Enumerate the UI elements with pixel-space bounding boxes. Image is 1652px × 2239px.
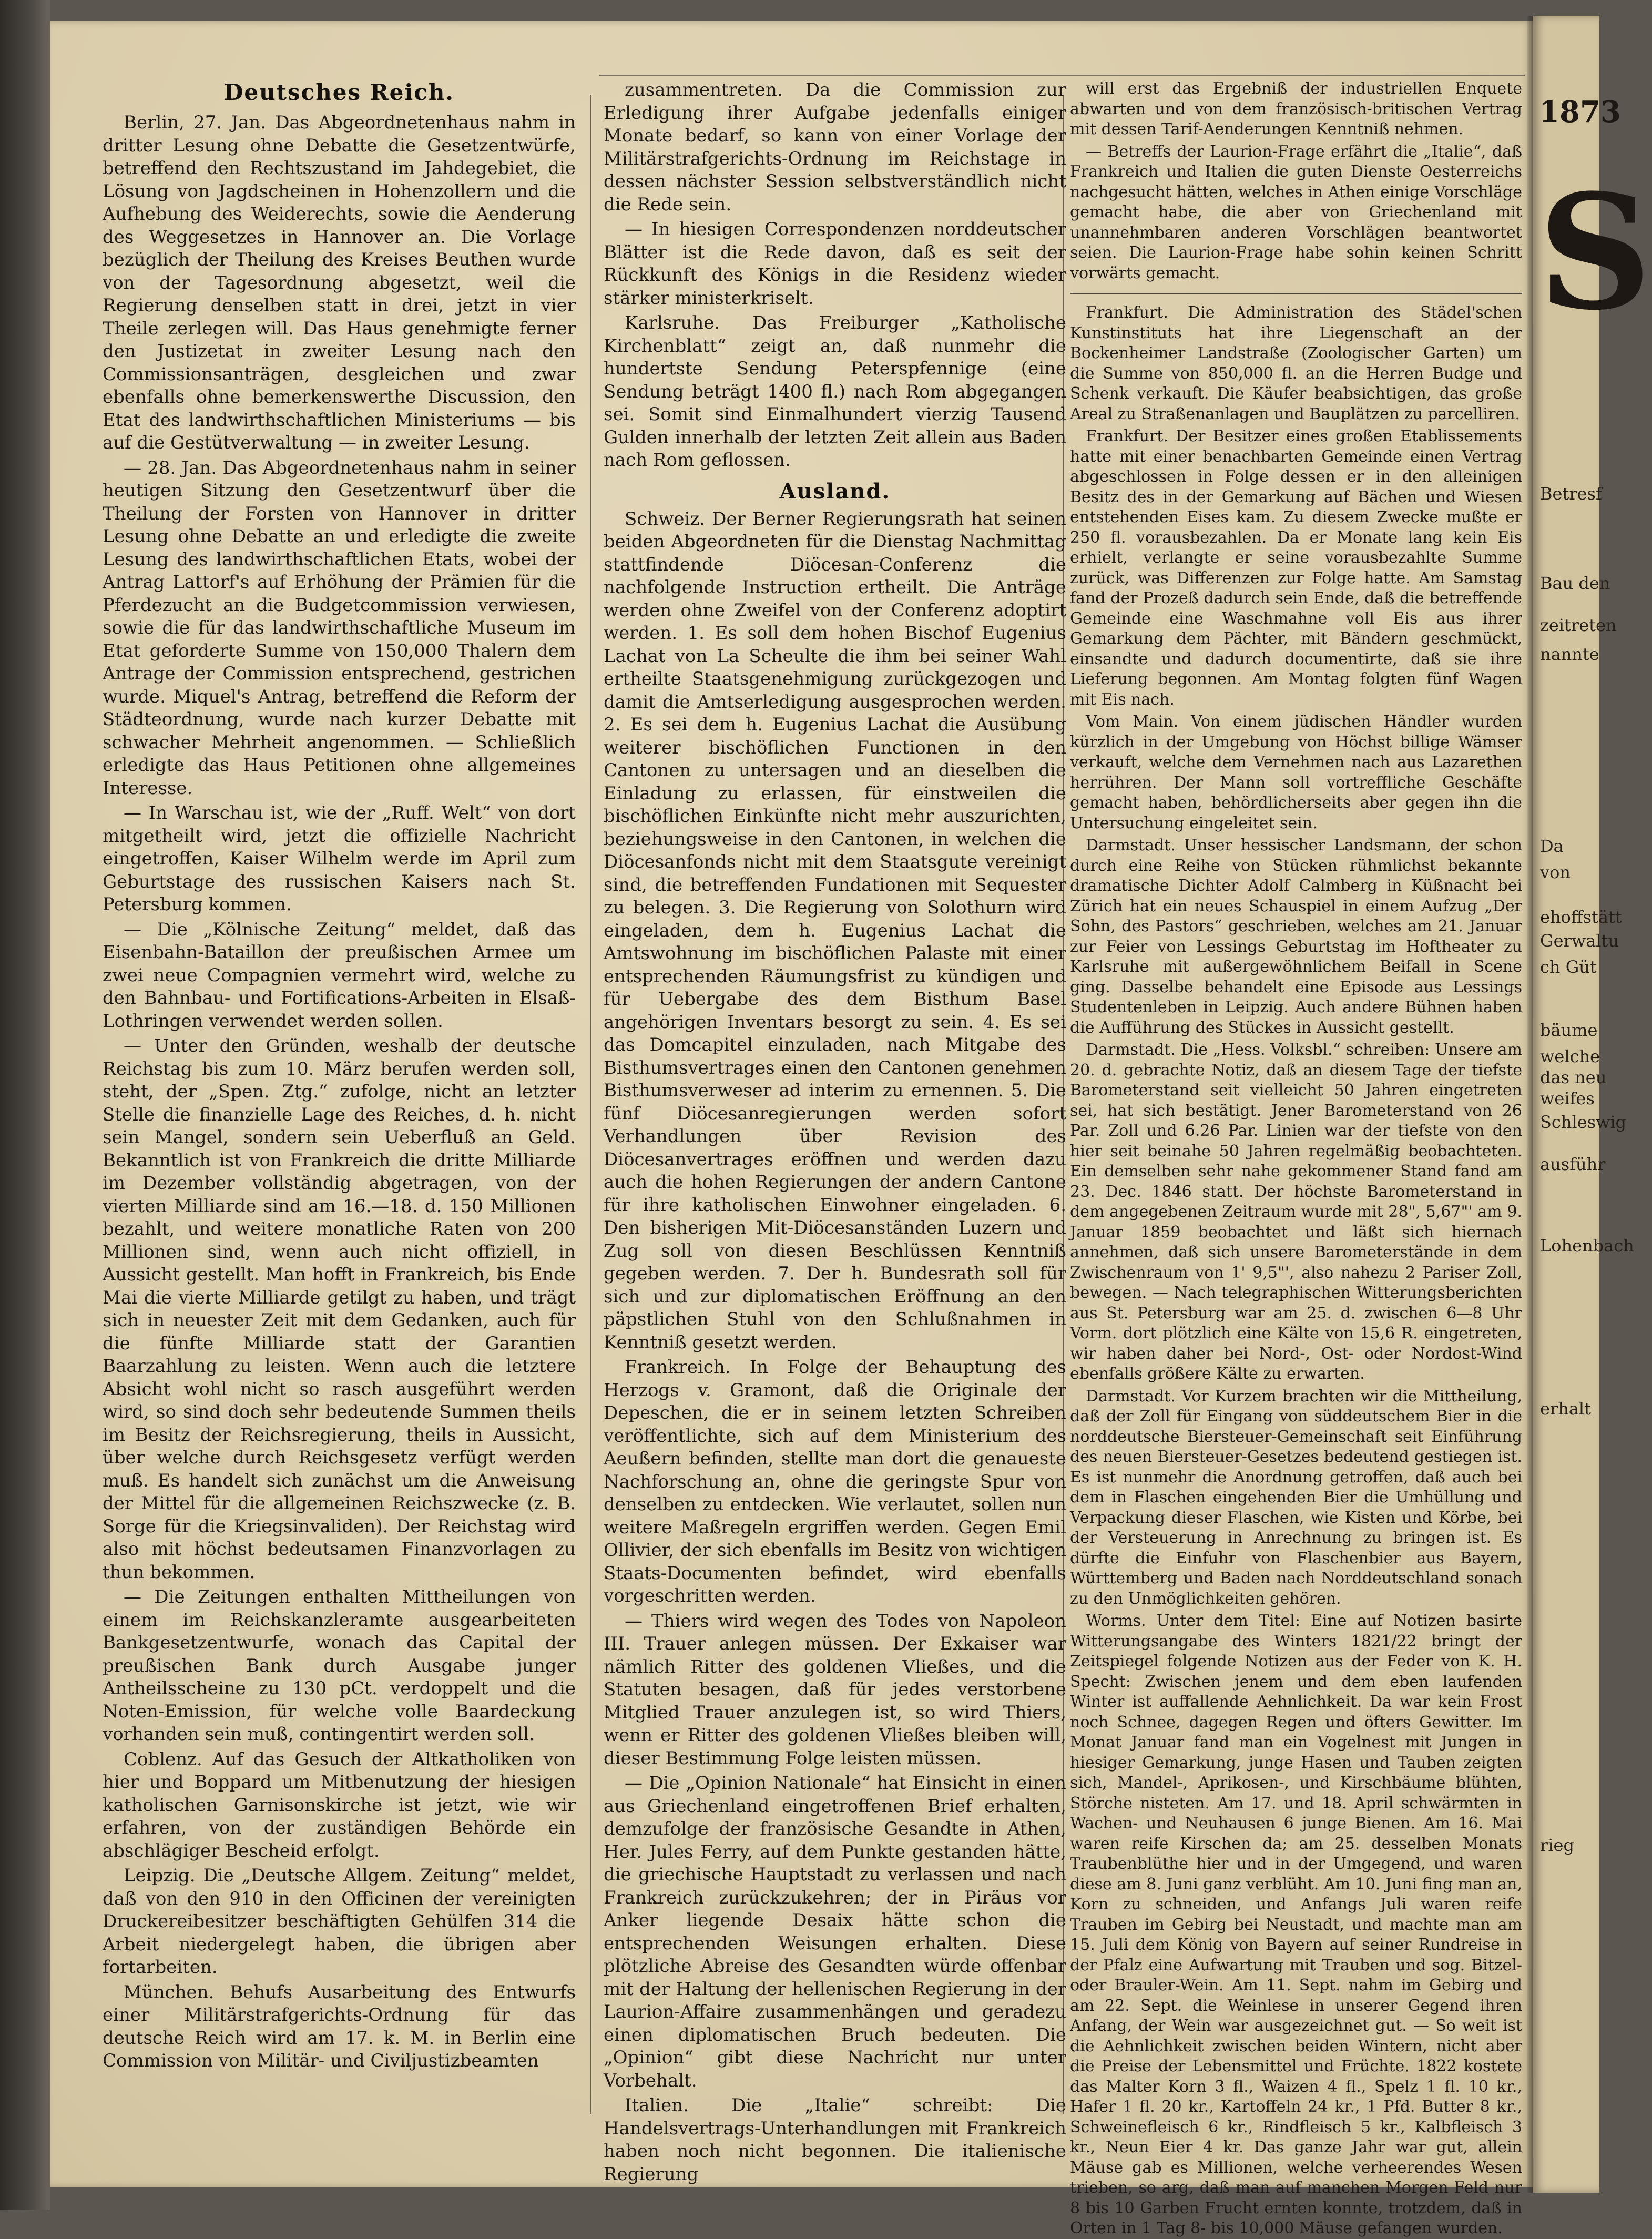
adjacent-fragment: bäume [1540,1020,1598,1040]
article-paragraph: Darmstadt. Unser hessischer Landsmann, der schon durch eine Reihe von Stücken rühmlichst bekannte dramatische Dichter Adolf Calmberg in Küßnacht bei Zürich hat ein neues Schauspiel in einem Aufzug „Der Sohn, des Pastors“ geschrieben, welches am 21. Januar zur Feier von Lessings Geburtstag im Hoftheater zu Karlsruhe mit außergewöhnlichem Beifall in Scene ging. Dasselbe behandelt eine Episode aus Lessings Studentenleben in Leipzig. Auch andere Bühnen haben die Aufführung des Stückes in Aussicht gestellt. [1070,836,1522,1037]
article-paragraph: Italien. Die „Italie“ schreibt: Die Handelsvertrags-Unterhandlungen mit Frankreich haben noch nicht begonnen. Die italienische Regierung [604,2095,1066,2185]
article-paragraph: — Die Zeitungen enthalten Mittheilungen von einem im Reichskanzleramte ausgearbeiteten Bankgesetzentwurfe, wonach das Capital der preußischen Bank durch Ausgabe junger Antheilsscheine zu 130 pCt. verdoppelt und die Noten-Emission, für welche volle Baardeckung vorhanden sein muß, contingentirt werden soll. [103,1586,576,1745]
section-heading: Deutsches Reich. [223,79,455,105]
article-paragraph: Worms. Unter dem Titel: Eine auf Notizen basirte Witterungsangabe des Winters 1821/22 bringt der Zeitspiegel folgende Notizen aus der Feder von K. H. Specht: Zwischen jenem und dem eben laufenden Winter ist auffallende Aehnlichkeit. Da war kein Frost noch Schnee, dagegen Regen und öfters Gewitter. Im Monat Januar fand man ein Vogelnest mit Jungen in hiesiger Gemarkung, junge Hasen und Tauben zeigten sich, Mandel-, Aprikosen-, und Kirschbäume blühten, Störche nisteten. Am 17. und 18. April schwärmten in Wachen- und Neuhausen 6 junge Bienen. Am 16. Mai waren reife Kirschen da; am 25. desselben Monats Traubenblüthe hier und in der Umgegend, und waren diese am 8. Juni ganz verblüht. Am 10. Juni fing man an, Korn zu schneiden, und Anfangs Juli waren reife Trauben im Gebirg bei Neustadt, und machte man am 15. Juli dem König von Bayern auf seiner Rundreise in der Pfalz eine Aufwartung mit Trauben und sog. Bitzel- oder Brauler-Wein. Am 11. Sept. nahm im Gebirg und am 22. Sept. die Weinlese in unserer Gegend ihren Anfang, der Wein war ausgezeichnet gut. — So weit ist die Aehnlichkeit zwischen beiden Wintern, nicht aber die Preise der Lebensmittel und Früchte. 1822 kostete das Malter Korn 3 fl., Waizen 4 fl., Spelz 1 fl. 10 kr., Hafer 1 fl. 20 kr., Kartoffeln 24 kr., 1 Pfd. Butter 8 kr., Schweinefleisch 6 kr., Rindfleisch 5 kr., Kalbfleisch 3 kr., Neun Eier 4 kr. Das ganze Jahr war gut, allein Mäuse gab es Millionen, welche verheerendes Wesen trieben, so arg, daß man auf manchen Morgen Feld nur 8 bis 10 Garben Frucht ernten konnte, trotzdem, daß in Orten in 1 Tag 8- bis 10,000 Mäuse gefangen wurden. [1070,1612,1522,2237]
middle-column [604,79,1066,2185]
left-column [103,79,576,2124]
article-paragraph: Darmstadt. Vor Kurzem brachten wir die Mittheilung, daß der Zoll für Eingang von süddeutschem Bier in die norddeutsche Biersteuer-Gemeinschaft seit Einführung des neuen Biersteuer-Gesetzes bedeutend gestiegen ist. Es ist nunmehr die Anordnung getroffen, daß auch bei dem in Flaschen eingehenden Bier die Umhüllung und Verpackung dieser Flaschen, wie Kisten und Körbe, bei der Versteuerung in Anrechnung zu bringen ist. Es dürfte die Einfuhr von Flaschenbier aus Bayern, Württemberg und Baden nach Norddeutschland sonach zu den Unmöglichkeiten gehören. [1070,1387,1522,1608]
article-paragraph: zusammentreten. Da die Commission zur Erledigung ihrer Aufgabe jedenfalls einiger Monate bedarf, so kann von einer Vorlage der Militärstrafgerichts-Ordnung im Reichstage in dessen nächster Session selbstverständlich nicht die Rede sein. [604,79,1066,215]
article-paragraph: Karlsruhe. Das Freiburger „Katholische Kirchenblatt“ zeigt an, daß nunmehr die hundertste Sendung Peterspfennige (eine Sendung beträgt 1400 fl.) nach Rom abgegangen sei. Somit sind Einmalhundert vierzig Tausend Gulden innerhalb der letzten Zeit allein aus Baden nach Rom geflossen. [604,312,1066,471]
article-paragraph: Darmstadt. Die „Hess. Volksbl.“ schreiben: Unsere am 20. d. gebrachte Notiz, daß an diesem Tage der tiefste Barometerstand seit vielleicht 50 Jahren eingetreten sei, hat sich bestätigt. Jener Barometerstand von 26 Par. Zoll und 6.26 Par. Linien war der tiefste von den hier seit beinahe 50 Jahren regelmäßig beobachteten. Ein demselben sehr nahe gekommener Stand fand am 23. Dec. 1846 statt. Der höchste Barometerstand in dem angegebenen Zeitraum wurde mit 28", 5,67"' am 9. Januar 1859 beobachtet und läßt sich hiernach annehmen, daß sich unsere Barometerstände in dem Zwischenraum von 1' 9,5"', also nahezu 2 Pariser Zoll, bewegen. — Nach telegraphischen Witterungsberichten aus St. Petersburg war am 25. d. zwischen 6—8 Uhr Vorm. dort plötzlich eine Kälte von 15,6 R. eingetreten, wir haben daher bei Nord-, Ost- oder Nordost-Wind ebenfalls größere Kälte zu erwarten. [1070,1041,1522,1383]
right-column [1070,79,1522,2237]
article-paragraph: München. Behufs Ausarbeitung des Entwurfs einer Militärstrafgerichts-Ordnung für das deutsche Reich wird am 17. k. M. in Berlin eine Commission von Militär- und Civiljustizbeamten [103,1981,576,2071]
adjacent-fragment: ch Güt [1540,957,1597,977]
adjacent-fragment: das neu [1540,1067,1607,1087]
article-paragraph: — Die „Opinion Nationale“ hat Einsicht in einen aus Griechenland eingetroffenen Brief erhalten, demzufolge der französische Gesandte in Athen, Her. Jules Ferry, auf dem Punkte gestanden hätte, die griechische Hauptstadt zu verlassen und nach Frankreich zurückzukehren; der in Piräus vor Anker liegende Desaix hätte schon die entsprechenden Weisungen erhalten. Diese plötzliche Abreise des Gesandten würde offenbar mit der Haltung der hellenischen Regierung in der Laurion-Affaire zusammenhängen und geradezu einen diplomatischen Bruch bedeuten. Die „Opinion“ gibt diese Nachricht nur unter Vorbehalt. [604,1773,1066,2091]
adjacent-fragment: Gerwaltu [1540,931,1619,951]
article-paragraph: Frankreich. In Folge der Behauptung des Herzogs v. Gramont, daß die Originale der Depeschen, die er in seinem letzten Schreiben veröffentlichte, sich auf dem Ministerium des Aeußern befinden, stellte man dort die genaueste Nachforschung an, ohne die geringste Spur von denselben zu entdecken. Wie verlautet, sollen nun weitere Maßregeln ergriffen werden. Gegen Emil Ollivier, der sich ebenfalls im Besitz von wichtigen Staats-Documenten befindet, wird ebenfalls vorgeschritten werden. [604,1357,1066,1606]
article-paragraph: — Die „Kölnische Zeitung“ meldet, daß das Eisenbahn-Bataillon der preußischen Armee um zwei neue Compagnien vermehrt wird, welche zu den Bahnbau- und Fortifications-Arbeiten in Elsaß-Lothringen verwendet werden sollen. [103,919,576,1032]
adjacent-fragment: ausführ [1540,1154,1606,1174]
article-paragraph: — Betreffs der Laurion-Frage erfährt die „Italie“, daß Frankreich und Italien die guten Dienste Oesterreichs nachgesucht hätten, welches in Athen einige Vorschläge gemacht habe, die aber von Griechenland mit unannehmbaren anderen Vorschlägen beantwortet seien. Die Laurion-Frage habe sohin keinen Schritt vorwärts gemacht. [1070,142,1522,282]
adjacent-page [1533,16,1652,2193]
section-heading: Ausland. [779,479,891,504]
adjacent-fragment: Lohenbach [1540,1236,1634,1256]
adjacent-fragment: Betresf [1540,484,1602,504]
article-paragraph: Berlin, 27. Jan. Das Abgeordnetenhaus nahm in dritter Lesung ohne Debatte die Gesetzentwürfe, betreffend den Rechtszustand im Jahdegebiet, die Lösung von Jagdscheinen in Hohenzollern und die Aufhebung des Weiderechts, sowie die Aenderung des Weggesetzes in Hannover an. Die Vorlage bezüglich der Theilung des Kreises Beuthen wurde von der Tagesordnung abgesetzt, weil die Regierung denselben statt in drei, jetzt in vier Theile zerlegen will. Das Haus genehmigte ferner den Justizetat in zweiter Lesung nach den Commissionsanträgen, desgleichen und zwar ebenfalls ohne bemerkenswerthe Discussion, den Etat des landwirthschaftlichen Ministeriums — bis auf die Gestütverwaltung — in zweiter Lesung. [103,112,576,453]
column-rule [590,95,591,2114]
article-paragraph: Leipzig. Die „Deutsche Allgem. Zeitung“ meldet, daß von den 910 in den Officinen der vereinigten Druckereibesitzer beschäftigten Gehülfen 314 die Arbeit niedergelegt haben, die übrigen aber fortarbeiten. [103,1865,576,1978]
adjacent-fragment: nannte [1540,644,1599,664]
article-paragraph: — Thiers wird wegen des Todes von Napoleon III. Trauer anlegen müssen. Der Exkaiser war nämlich Ritter des goldenen Vließes, und die Statuten besagen, daß für jedes verstorbene Mitglied Trauer anzulegen ist, so wird Thiers, wenn er Ritter des goldenen Vließes bleiben will, dieser Bestimmung Folge leisten müssen. [604,1610,1066,1769]
article-paragraph: Vom Main. Von einem jüdischen Händler wurden kürzlich in der Umgebung von Höchst billige Wämser verkauft, welche dem Vernehmen nach aus Lazarethen herrühren. Der Mann soll vortreffliche Geschäfte gemacht haben, behördlicherseits aber gegen ihn die Untersuchung eingeleitet sein. [1070,713,1522,832]
adjacent-fragment: weifes [1540,1088,1595,1108]
adjacent-page-year: 1873 [1539,95,1621,129]
header-rule [599,75,1525,76]
article-paragraph: — 28. Jan. Das Abgeordnetenhaus nahm in seiner heutigen Sitzung den Gesetzentwurf über die Theilung der Forsten von Hannover in dritter Lesung ohne Debatte an und erledigte die zweite Lesung des landwirthschaftlichen Etats, wobei der Antrag Lattorf's auf Erhöhung der Prämien für die Pferdezucht an die Budgetcommission verwiesen, sowie die für das landwirthschaftliche Museum im Etat geforderte Summe von 150,000 Thalern dem Antrage der Commission entsprechend, gestrichen wurde. Miquel's Antrag, betreffend die Reform der Städteordnung, wurde nach kurzer Debatte mit schwacher Mehrheit angenommen. — Schließlich erledigte das Haus Petitionen ohne allgemeines Interesse. [103,457,576,799]
adjacent-fragment: von [1540,862,1571,882]
article-paragraph: — In hiesigen Correspondenzen norddeutscher Blätter ist die Rede davon, daß es seit der Rückkunft des Königs in die Residenz wieder stärker ministerkriselt. [604,219,1066,309]
article-paragraph: Schweiz. Der Berner Regierungsrath hat seinen beiden Abgeordneten für die Dienstag Nachmittag stattfindende Diöcesan-Conferenz die nachfolgende Instruction ertheilt. Die Anträge werden ohne Zweifel von der Conferenz adoptirt werden. 1. Es soll dem hohen Bischof Eugenius Lachat von La Scheulte die ihm bei seiner Wahl ertheilte Staatsgenehmigung zurückgezogen und damit die Amtserledigung ausgesprochen werden. 2. Es sei dem h. Eugenius Lachat die Ausübung weiterer bischöflichen Functionen in den Cantonen zu untersagen und an dieselben die Einladung zu erlassen, für einstweilen die bischöflichen Einkünfte nicht mehr auszurichten, beziehungsweise in den Cantonen, in welchen die Diöcesanfonds nicht mit dem Staatsgute vereinigt sind, die betreffenden Fundationen mit Sequester zu belegen. 3. Die Regierung von Solothurn wird eingeladen, dem h. Eugenius Lachat die Amtswohnung im bischöflichen Palaste mit einer entsprechenden Räumungsfrist zu kündigen und für Uebergabe des dem Bisthum Basel angehörigen Inventars besorgt zu sein. 4. Es sei das Domcapitel einzuladen, nach Mitgabe des Bisthumsvertrages einen den Cantonen genehmen Bisthumsverweser ad interim zu ernennen. 5. Die fünf Diöcesanregierungen werden sofort Verhandlungen über Revision des Diöcesanvertrages eröffnen und werden dazu auch die hohen Regierungen der andern Cantone für ihre katholischen Einwohner eingeladen. 6. Den bisherigen Mit-Diöcesanständen Luzern und Zug soll von diesen Beschlüssen Kenntniß gegeben werden. 7. Der h. Bundesrath soll für sich und zur diplomatischen Eröffnung an den päpstlichen Stuhl von den Schlußnahmen in Kenntniß gesetzt werden. [604,508,1066,1353]
article-paragraph: — Unter den Gründen, weshalb der deutsche Reichstag bis zum 10. März berufen werden soll, steht, der „Spen. Ztg.“ zufolge, nicht an letzter Stelle die finanzielle Lage des Reiches, d. h. nicht sein Mangel, sondern sein Ueberfluß an Geld. Bekanntlich ist von Frankreich die dritte Milliarde im Dezember vollständig abgetragen, von der vierten Milliarde sind am 16.—18. d. 150 Millionen bezahlt, und weitere monatliche Raten von 200 Millionen sind, wenn auch nicht offiziell, in Aussicht gestellt. Man hofft in Frankreich, bis Ende Mai die vierte Milliarde getilgt zu haben, und trägt sich in neuester Zeit mit dem Gedanken, auch für die fünfte Milliarde statt der Garantien Baarzahlung zu leisten. Wenn auch die letztere Absicht wohl nicht so rasch ausgeführt werden wird, so sind doch sehr bedeutende Summen theils im Besitz der Reichsregierung, theils in Aussicht, über welche durch Reichsgesetz verfügt werden muß. Es handelt sich zunächst um die Anweisung der Mittel für die allgemeinen Reichszwecke (z. B. Sorge für die Kriegsinvaliden). Der Reichstag wird also mit höchst bedeutsamen Finanzvorlagen zu thun bekommen. [103,1035,576,1583]
adjacent-fragment: rieg [1540,1835,1574,1855]
book-binding [0,0,50,2210]
adjacent-fragment: erhalt [1540,1399,1592,1419]
article-paragraph: Frankfurt. Der Besitzer eines großen Etablissements hatte mit einer benachbarten Gemeinde einen Vertrag abgeschlossen in Folge dessen er in den alleinigen Besitz des in der Gemarkung auf Bächen und Wiesen entstehenden Eises kam. Zu diesem Zwecke mußte er 250 fl. vorausbezahlen. Da er Monate lang kein Eis erhielt, verlangte er seine vorausbezahlte Summe zurück, was Differenzen zur Folge hatte. Am Samstag fand der Prozeß dadurch sein Ende, daß die betreffende Gemeinde eine Waschmahne voll Eis aus ihrer Gemarkung dem Pächter, mit Bändern geschmückt, einsandte und dadurch documentirte, daß sie ihre Lieferung begonnen. Am Montag folgten fünf Wagen mit Eis nach. [1070,427,1522,709]
adjacent-fragment: Schleswig [1540,1112,1627,1132]
article-paragraph: will erst das Ergebniß der industriellen Enquete abwarten und von dem französisch-britischen Vertrag mit dessen Tarif-Aenderungen Kenntniß nehmen. [1070,79,1522,138]
adjacent-fragment: ehoffstätt [1540,907,1622,927]
adjacent-fragment: zeitreten [1540,615,1617,635]
section-divider [1070,293,1522,294]
adjacent-fragment: Da [1540,836,1564,856]
article-paragraph: — In Warschau ist, wie der „Ruff. Welt“ von dort mitgetheilt wird, jetzt die offizielle Nachricht eingetroffen, Kaiser Wilhelm werde im April zum Geburtstage des russischen Kaisers nach St. Petersburg kommen. [103,802,576,915]
article-paragraph: Coblenz. Auf das Gesuch der Altkatholiken von hier und Boppard um Mitbenutzung der hiesigen katholischen Garnisonskirche ist jetzt, wie wir erfahren, von der zuständigen Behörde ein abschlägiger Bescheid erfolgt. [103,1748,576,1861]
adjacent-fragment: welche [1540,1046,1600,1066]
article-paragraph: Frankfurt. Die Administration des Städel'schen Kunstinstituts hat ihre Liegenschaft an der Bockenheimer Landstraße (Zoologischer Garten) um die Summe von 850,000 fl. an die Herren Budge und Schenk verkauft. Die Käufer beabsichtigen, das große Areal zu Straßenanlagen und Bauplätzen zu parcelliren. [1070,303,1522,423]
adjacent-page-initial: S [1538,159,1652,345]
adjacent-fragment: Bau den [1540,573,1610,593]
